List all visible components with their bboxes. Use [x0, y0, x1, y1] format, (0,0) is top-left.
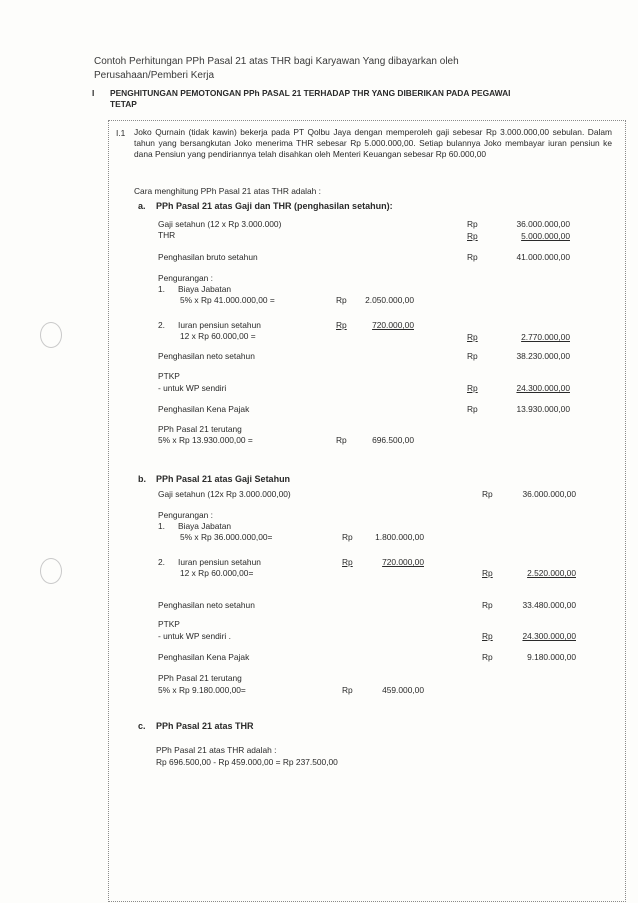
- currency: Rp: [482, 489, 493, 499]
- thr-label: THR: [158, 230, 176, 240]
- neto-label: Penghasilan neto setahun: [158, 351, 255, 361]
- part-c-title: PPh Pasal 21 atas THR: [156, 721, 254, 731]
- thr-tax-result: Rp 696.500,00 - Rp 459.000,00 = Rp 237.500,00: [156, 757, 338, 767]
- iuran-pensiun-value: 720.000,00: [382, 557, 424, 567]
- currency: Rp: [482, 568, 493, 578]
- ptkp-value: 24.300.000,00: [516, 383, 570, 393]
- currency: Rp: [342, 532, 353, 542]
- currency: Rp: [336, 295, 347, 305]
- currency: Rp: [467, 351, 478, 361]
- pph-terutang-calc: 5% x Rp 13.930.000,00 =: [158, 435, 253, 445]
- gaji-value: 36.000.000,00: [522, 489, 576, 499]
- ptkp-sub-label: - untuk WP sendiri: [158, 383, 227, 393]
- case-number: I.1: [116, 128, 126, 138]
- biaya-jabatan-label: Biaya Jabatan: [178, 521, 232, 531]
- case-description: Joko Qurnain (tidak kawin) bekerja pada PT Qolbu Jaya dengan memperoleh gaji sebesar Rp 3.000.000,00 sebulan. Dalam tahun yang bersangkutan Joko menerima THR sebesar Rp 5.000.000,00. Setiap bulannya Joko membayar iuran pensiun ke dana Pensiun yang pendiriannya telah disahkan oleh Menteri Keuangan sebesar Rp 60.000,00: [134, 127, 612, 159]
- pkp-value: 9.180.000,00: [527, 652, 576, 662]
- biaya-jabatan-label: Biaya Jabatan: [178, 284, 232, 294]
- total-pengurangan-value: 2.770.000,00: [521, 332, 570, 342]
- currency: Rp: [336, 320, 347, 330]
- item-number: 1.: [158, 284, 165, 294]
- document-title-line-2: Perusahaan/Pemberi Kerja: [94, 70, 215, 81]
- ptkp-label: PTKP: [158, 619, 180, 629]
- pkp-label: Penghasilan Kena Pajak: [158, 404, 250, 414]
- iuran-pensiun-calc: 12 x Rp 60.000,00=: [180, 568, 254, 578]
- item-number: 1.: [158, 521, 165, 531]
- ptkp-sub-label: - untuk WP sendiri .: [158, 631, 231, 641]
- pph-terutang-value: 459.000,00: [382, 685, 424, 695]
- gaji-value: 36.000.000,00: [516, 219, 570, 229]
- pkp-value: 13.930.000,00: [516, 404, 570, 414]
- pph-terutang-label: PPh Pasal 21 terutang: [158, 424, 242, 434]
- part-b-letter: b.: [138, 474, 146, 484]
- currency: Rp: [336, 435, 347, 445]
- section-title-line-1: PENGHITUNGAN PEMOTONGAN PPh PASAL 21 TERHADAP THR YANG DIBERIKAN PADA PEGAWAI: [110, 88, 511, 98]
- biaya-jabatan-calc: 5% x Rp 41.000.000,00 =: [180, 295, 275, 305]
- bruto-value: 41.000.000,00: [516, 252, 570, 262]
- currency: Rp: [467, 252, 478, 262]
- hole-punch-mark: [40, 322, 62, 348]
- currency: Rp: [482, 600, 493, 610]
- neto-value: 38.230.000,00: [516, 351, 570, 361]
- pph-terutang-value: 696.500,00: [372, 435, 414, 445]
- ptkp-value: 24.300.000,00: [522, 631, 576, 641]
- total-pengurangan-value: 2.520.000,00: [527, 568, 576, 578]
- currency: Rp: [467, 219, 478, 229]
- part-c-letter: c.: [138, 721, 146, 731]
- iuran-pensiun-label: Iuran pensiun setahun: [178, 320, 261, 330]
- part-b-title: PPh Pasal 21 atas Gaji Setahun: [156, 474, 291, 484]
- pengurangan-label: Pengurangan :: [158, 510, 213, 520]
- biaya-jabatan-calc: 5% x Rp 36.000.000,00=: [180, 532, 273, 542]
- hole-punch-mark: [40, 558, 62, 584]
- neto-label: Penghasilan neto setahun: [158, 600, 255, 610]
- iuran-pensiun-value: 720.000,00: [372, 320, 414, 330]
- part-a-letter: a.: [138, 201, 146, 211]
- biaya-jabatan-value: 2.050.000,00: [365, 295, 414, 305]
- pph-terutang-calc: 5% x Rp 9.180.000,00=: [158, 685, 246, 695]
- item-number: 2.: [158, 320, 165, 330]
- biaya-jabatan-value: 1.800.000,00: [375, 532, 424, 542]
- iuran-pensiun-calc: 12 x Rp 60.000,00 =: [180, 331, 256, 341]
- section-title-line-2: TETAP: [110, 99, 137, 109]
- iuran-pensiun-label: Iuran pensiun setahun: [178, 557, 261, 567]
- gaji-label: Gaji setahun (12x Rp 3.000.000,00): [158, 489, 291, 499]
- pengurangan-label: Pengurangan :: [158, 273, 213, 283]
- pph-terutang-label: PPh Pasal 21 terutang: [158, 673, 242, 683]
- currency: Rp: [342, 557, 353, 567]
- ptkp-label: PTKP: [158, 371, 180, 381]
- currency: Rp: [482, 631, 493, 641]
- currency: Rp: [482, 652, 493, 662]
- thr-value: 5.000.000,00: [521, 231, 570, 241]
- currency: Rp: [467, 404, 478, 414]
- part-a-title: PPh Pasal 21 atas Gaji dan THR (penghasilan setahun):: [156, 201, 393, 211]
- calculation-intro: Cara menghitung PPh Pasal 21 atas THR adalah :: [134, 186, 321, 196]
- item-number: 2.: [158, 557, 165, 567]
- bruto-label: Penghasilan bruto setahun: [158, 252, 258, 262]
- section-number: I: [92, 88, 95, 98]
- currency: Rp: [467, 332, 478, 342]
- pkp-label: Penghasilan Kena Pajak: [158, 652, 250, 662]
- document-title-line-1: Contoh Perhitungan PPh Pasal 21 atas THR bagi Karyawan Yang dibayarkan oleh: [94, 56, 459, 67]
- gaji-label: Gaji setahun (12 x Rp 3.000.000): [158, 219, 282, 229]
- thr-tax-intro: PPh Pasal 21 atas THR adalah :: [156, 745, 277, 755]
- currency: Rp: [342, 685, 353, 695]
- neto-value: 33.480.000,00: [522, 600, 576, 610]
- currency: Rp: [467, 231, 478, 241]
- currency: Rp: [467, 383, 478, 393]
